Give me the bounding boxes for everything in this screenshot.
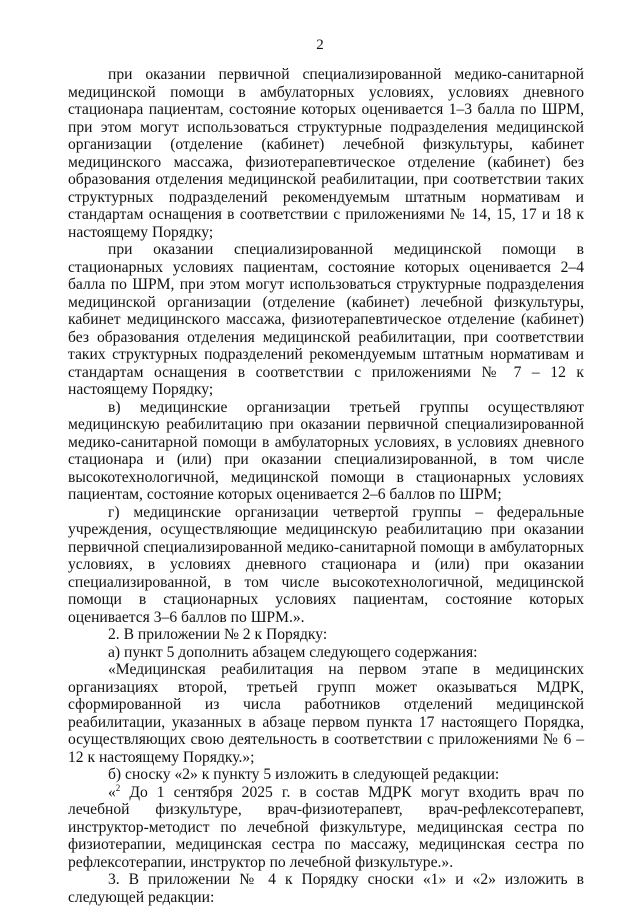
paragraph-appendix-2-heading: 2. В приложении № 2 к Порядку: [108,626,328,643]
page-number: 2 [316,37,324,53]
paragraph-fourth-group: г) медицинские организации четвертой группы – федеральные учреждения, осуществляющие медицинскую реабилитацию при оказании первичной специализированной медико-санитарной помощи в амбулаторных условиях, в условиях дневного стационара и (или) при оказании специализированной, в том числе высокотехнологичной, медицинской помощи в стационарных условиях пациентам, состояние которых оценивается 3–6 баллов по ШРМ.». [68,503,584,626]
paragraph-footnote-2 [68,784,584,872]
paragraph-specialized-inpatient-care: при оказании специализированной медицинской помощи в стационарных условиях пациентам, состояние которых оценивается 2–4 балла по ШРМ, при этом могут использоваться структурные подразделения медицинской организации (отделение (кабинет) лечебной физкультуры, кабинет медицинского массажа, физиотерапевтическое отделение (кабинет) без образования отделения медицинской реабилитации, при соответствии таких структурных подразделений рекомендуемым штатным нормативам и стандартам оснащения в соответствии с приложениями № 7 – 12 к настоящему Порядку; [68,241,584,398]
paragraph-third-group: в) медицинские организации третьей группы осуществляют медицинскую реабилитацию при оказании первичной специализированной медико-санитарной помощи в амбулаторных условиях, в условиях дневного стационара и (или) при оказании специализированной, в том числе высокотехнологичной, медицинской помощи в стационарных условиях пациентам, состояние которых оценивается 2–6 баллов по ШРМ; [68,398,584,503]
footnote-text: До 1 сентября 2025 г. в состав МДРК могут входить врач по лечебной физкультуре, врач-физиотерапевт, врач-рефлексотерапевт, инструктор-методист по лечебной физкультуре, медицинская сестра по физиотерапии, медицинская сестра по массажу, медицинская сестра по рефлексотерапии, инструктор по лечебной физкультуре.». [68,783,584,871]
paragraph-item-b: б) сноску «2» к пункту 5 изложить в следующей редакции: [108,766,500,783]
document-body [68,66,584,906]
paragraph-quoted-amendment: «Медицинская реабилитация на первом этапе в медицинских организациях второй, третьей групп может оказываться МДРК, сформированной из числа работников отделений медицинской реабилитации, указанных в абзаце первом пункта 17 настоящего Порядка, осуществляющих свою деятельность в соответствии с приложениями № 6 – 12 к настоящему Порядку.»; [68,661,584,766]
paragraph-item-a: а) пункт 5 дополнить абзацем следующего содержания: [108,643,478,661]
paragraph-primary-specialized-care: при оказании первичной специализированной медико-санитарной медицинской помощи в амбулаторных условиях, условиях дневного стационара пациентам, состояние которых оценивается 1–3 балла по ШРМ, при этом могут использоваться структурные подразделения медицинской организации (отделение (кабинет) лечебной физкультуры, кабинет медицинского массажа, физиотерапевтическое отделение (кабинет) без образования отделения медицинской реабилитации, при соответствии таких структурных подразделений рекомендуемым штатным нормативам и стандартам оснащения в соответствии с приложениями № 14, 15, 17 и 18 к настоящему Порядку; [68,66,584,241]
footnote-open-quote: « [108,783,116,801]
footnote-marker: 2 [115,782,121,793]
paragraph-appendix-4-heading: 3. В приложении № 4 к Порядку сноски «1» и «2» изложить в следующей редакции: [68,871,584,906]
